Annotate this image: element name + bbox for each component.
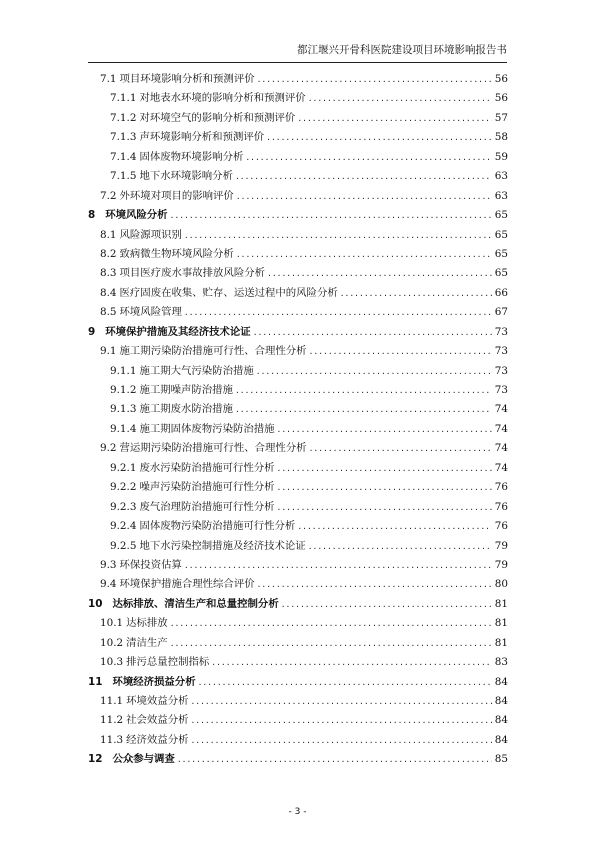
toc-entry-page: 57 [494, 111, 508, 124]
toc-entry-title: 营运期污染防治措施可行性、合理性分析 [119, 442, 307, 455]
toc-entry[interactable] [88, 459, 508, 478]
toc-entry-title: 外环境对项目的影响评价 [119, 189, 234, 202]
toc-entry-page: 58 [494, 131, 508, 144]
toc-entry[interactable] [88, 284, 508, 303]
toc-entry-page: 74 [494, 442, 508, 455]
toc-entry-number: 9.3 [100, 558, 117, 571]
toc-entry-page: 81 [494, 597, 508, 610]
toc-entry[interactable] [88, 323, 508, 342]
toc-entry[interactable] [88, 673, 508, 692]
toc-entry-title: 达标排放 [126, 617, 168, 630]
toc-dot-leader [211, 653, 492, 672]
toc-entry-title: 致病微生物环境风险分析 [119, 247, 234, 260]
toc-entry-page: 79 [494, 558, 508, 571]
toc-entry[interactable] [88, 750, 508, 769]
toc-entry-number: 9.2 [100, 442, 117, 455]
toc-entry-number: 7.1.3 [110, 131, 137, 144]
toc-dot-leader [184, 303, 492, 322]
toc-dot-leader [235, 381, 492, 400]
toc-entry-title: 清洁生产 [126, 636, 168, 649]
toc-entry-title: 风险源项识别 [119, 228, 182, 241]
toc-dot-leader [340, 284, 492, 303]
toc-entry-page: 56 [494, 92, 508, 105]
toc-entry[interactable] [88, 148, 508, 167]
toc-entry-title: 固体废物污染防治措施可行性分析 [139, 520, 296, 533]
toc-entry[interactable] [88, 478, 508, 497]
toc-entry-number: 12 [88, 753, 103, 766]
toc-dot-leader [190, 692, 492, 711]
toc-entry[interactable] [88, 439, 508, 458]
toc-dot-leader [277, 478, 492, 497]
toc-entry-page: 85 [494, 753, 508, 766]
toc-entry-title: 地下水环境影响分析 [139, 170, 233, 183]
toc-entry-page: 66 [494, 286, 508, 299]
toc-entry-title: 环境保护措施及其经济技术论证 [105, 325, 251, 338]
toc-entry-title: 噪声污染防治措施可行性分析 [139, 481, 275, 494]
toc-entry[interactable] [88, 128, 508, 147]
toc-entry-title: 对地表水环境的影响分析和预测评价 [139, 92, 306, 105]
page-footer [0, 807, 595, 817]
toc-entry-page: 74 [494, 461, 508, 474]
toc-entry-number: 9.2.5 [110, 539, 137, 552]
toc-dot-leader [277, 498, 492, 517]
toc-entry[interactable] [88, 634, 508, 653]
toc-entry-number: 7.1.1 [110, 92, 137, 105]
toc-dot-leader [198, 673, 492, 692]
toc-entry-number: 9.1.2 [110, 384, 137, 396]
toc-dot-leader [281, 595, 492, 614]
toc-entry[interactable] [88, 264, 508, 283]
toc-entry-title: 环境风险分析 [105, 209, 168, 222]
toc-entry[interactable] [88, 498, 508, 517]
toc-entry-title: 环保投资估算 [119, 558, 182, 571]
toc-dot-leader [184, 556, 492, 575]
toc-entry[interactable] [88, 556, 508, 575]
toc-entry-number: 11.1 [100, 695, 124, 707]
toc-entry[interactable] [88, 711, 508, 730]
toc-entry[interactable] [88, 187, 508, 206]
toc-entry-page: 76 [494, 500, 508, 513]
toc-dot-leader [184, 226, 492, 245]
toc-entry-title: 施工期大气污染防治措施 [139, 364, 254, 377]
toc-dot-leader [235, 400, 492, 419]
toc-entry-title: 施工期噪声防治措施 [139, 384, 233, 396]
toc-dot-leader [177, 750, 492, 769]
toc-entry[interactable] [88, 595, 508, 614]
toc-dot-leader [308, 537, 492, 556]
toc-entry-page: 76 [494, 520, 508, 533]
toc-entry-page: 83 [494, 656, 508, 669]
toc-dot-leader [297, 517, 492, 536]
toc-entry-page: 73 [494, 325, 508, 338]
toc-entry[interactable] [88, 226, 508, 245]
page-header [88, 42, 507, 63]
toc-entry-page: 76 [494, 481, 508, 494]
toc-dot-leader [170, 634, 492, 653]
toc-entry-page: 65 [494, 228, 508, 241]
toc-entry[interactable] [88, 537, 508, 556]
toc-dot-leader [190, 731, 492, 750]
toc-entry-number: 10.1 [100, 617, 124, 630]
toc-entry-page: 81 [494, 617, 508, 630]
toc-entry-title: 环境保护措施合理性综合评价 [119, 578, 255, 591]
toc-entry[interactable] [88, 167, 508, 186]
toc-entry-page: 74 [494, 422, 508, 435]
toc-entry-number: 8.5 [100, 306, 117, 319]
toc-entry-page: 84 [494, 733, 508, 746]
toc-entry-page: 84 [494, 714, 508, 727]
toc-dot-leader [235, 167, 492, 186]
toc-dot-leader [236, 245, 492, 264]
toc-entry-title: 废水污染防治措施可行性分析 [139, 461, 275, 474]
toc-entry-title: 地下水污染控制措施及经济技术论证 [139, 539, 306, 552]
toc-entry-title: 施工期固体废物污染防治措施 [139, 422, 275, 435]
toc-entry-page: 80 [494, 578, 508, 591]
toc-entry-title: 环境风险管理 [119, 306, 182, 319]
toc-entry-number: 8.2 [100, 247, 117, 260]
toc-entry-number: 8.1 [100, 228, 117, 241]
toc-entry-page: 65 [494, 247, 508, 260]
toc-dot-leader [256, 362, 492, 381]
toc-entry-title: 施工期污染防治措施可行性、合理性分析 [119, 345, 307, 358]
toc-entry[interactable] [88, 653, 508, 672]
toc-entry-page: 84 [494, 675, 508, 688]
toc-dot-leader [309, 342, 492, 361]
toc-entry-page: 81 [494, 636, 508, 649]
toc-entry-number: 9 [88, 325, 96, 338]
document-title: 都江堰兴开骨科医院建设项目环境影响报告书 [297, 44, 507, 56]
toc-entry-number: 10.3 [100, 656, 124, 669]
toc-dot-leader [277, 420, 492, 439]
toc-entry-page: 79 [494, 539, 508, 552]
toc-entry-page: 84 [494, 695, 508, 707]
toc-entry-number: 11.3 [100, 733, 124, 746]
toc-entry-page: 74 [494, 403, 508, 416]
toc-entry-title: 对环境空气的影响分析和预测评价 [139, 111, 296, 124]
toc-entry[interactable] [88, 575, 508, 594]
toc-entry[interactable] [88, 420, 508, 439]
toc-entry-title: 达标排放、清洁生产和总量控制分析 [112, 597, 279, 610]
toc-entry-number: 9.2.1 [110, 461, 137, 474]
toc-entry-number: 8 [88, 209, 96, 222]
toc-entry-number: 8.3 [100, 267, 117, 280]
toc-entry-page: 63 [494, 189, 508, 202]
toc-dot-leader [308, 89, 492, 108]
toc-dot-leader [170, 614, 492, 633]
toc-entry-number: 9.2.2 [110, 481, 137, 494]
toc-entry-number: 10 [88, 597, 103, 610]
toc-entry-number: 7.1.4 [110, 150, 137, 163]
toc-entry-title: 排污总量控制指标 [126, 656, 210, 669]
toc-entry-title: 声环境影响分析和预测评价 [139, 131, 265, 144]
toc-entry-number: 9.4 [100, 578, 117, 591]
toc-dot-leader [257, 70, 492, 89]
toc-entry-title: 经济效益分析 [126, 733, 189, 746]
toc-entry[interactable] [88, 400, 508, 419]
toc-entry-number: 9.1 [100, 345, 117, 358]
toc-entry-number: 7.2 [100, 189, 117, 202]
toc-dot-leader [190, 711, 492, 730]
toc-entry-number: 7.1.2 [110, 111, 137, 124]
toc-dot-leader [253, 323, 492, 342]
toc-dot-leader [170, 206, 492, 225]
toc-entry-page: 59 [494, 150, 508, 163]
toc-entry-number: 11 [88, 675, 103, 688]
toc-entry-number: 7.1.5 [110, 170, 137, 183]
toc-entry-page: 56 [494, 73, 508, 85]
toc-entry-number: 10.2 [100, 636, 124, 649]
toc-dot-leader [297, 109, 492, 128]
toc-entry-title: 社会效益分析 [126, 714, 189, 727]
toc-entry-number: 9.2.4 [110, 520, 137, 533]
toc-entry-title: 施工期废水防治措施 [139, 403, 233, 416]
toc-entry-page: 63 [494, 170, 508, 183]
toc-entry-page: 65 [494, 267, 508, 280]
toc-dot-leader [267, 264, 492, 283]
page-number: - 3 - [288, 807, 307, 817]
toc-entry-number: 9.2.3 [110, 500, 137, 513]
toc-entry[interactable] [88, 70, 508, 89]
toc-entry-page: 65 [494, 209, 508, 222]
toc-entry-title: 固体废物环境影响分析 [139, 150, 244, 163]
toc-entry-title: 医疗固废在收集、贮存、运送过程中的风险分析 [119, 286, 338, 299]
toc-entry[interactable] [88, 303, 508, 322]
toc-entry-number: 11.2 [100, 714, 124, 727]
toc-entry[interactable] [88, 109, 508, 128]
toc-entry[interactable] [88, 614, 508, 633]
toc-entry[interactable] [88, 731, 508, 750]
toc-entry[interactable] [88, 381, 508, 400]
toc-entry-number: 9.1.4 [110, 422, 137, 435]
toc-entry-title: 废气治理防治措施可行性分析 [139, 500, 275, 513]
toc-entry-title: 项目医疗废水事故排放风险分析 [119, 267, 265, 280]
toc-entry-page: 67 [494, 306, 508, 319]
toc-entry[interactable] [88, 362, 508, 381]
toc-entry-page: 73 [494, 364, 508, 377]
toc-entry[interactable] [88, 517, 508, 536]
toc-entry-number: 9.1.1 [110, 364, 137, 377]
toc-entry-number: 8.4 [100, 286, 117, 299]
toc-dot-leader [309, 439, 492, 458]
toc-entry-title: 公众参与调查 [112, 753, 175, 766]
toc-dot-leader [277, 459, 492, 478]
toc-dot-leader [236, 187, 492, 206]
toc-entry[interactable] [88, 692, 508, 711]
toc-dot-leader [245, 148, 492, 167]
toc-entry-page: 73 [494, 384, 508, 396]
toc-entry[interactable] [88, 89, 508, 108]
toc-dot-leader [257, 575, 492, 594]
toc-entry[interactable] [88, 206, 508, 225]
toc-entry-title: 项目环境影响分析和预测评价 [119, 73, 255, 85]
toc-entry-number: 7.1 [100, 73, 117, 85]
toc-entry-title: 环境经济损益分析 [112, 675, 196, 688]
toc-entry-number: 9.1.3 [110, 403, 137, 416]
toc-entry[interactable] [88, 342, 508, 361]
toc-entry-title: 环境效益分析 [126, 695, 189, 707]
table-of-contents [88, 70, 508, 770]
toc-entry[interactable] [88, 245, 508, 264]
toc-dot-leader [266, 128, 492, 147]
toc-entry-page: 73 [494, 345, 508, 358]
